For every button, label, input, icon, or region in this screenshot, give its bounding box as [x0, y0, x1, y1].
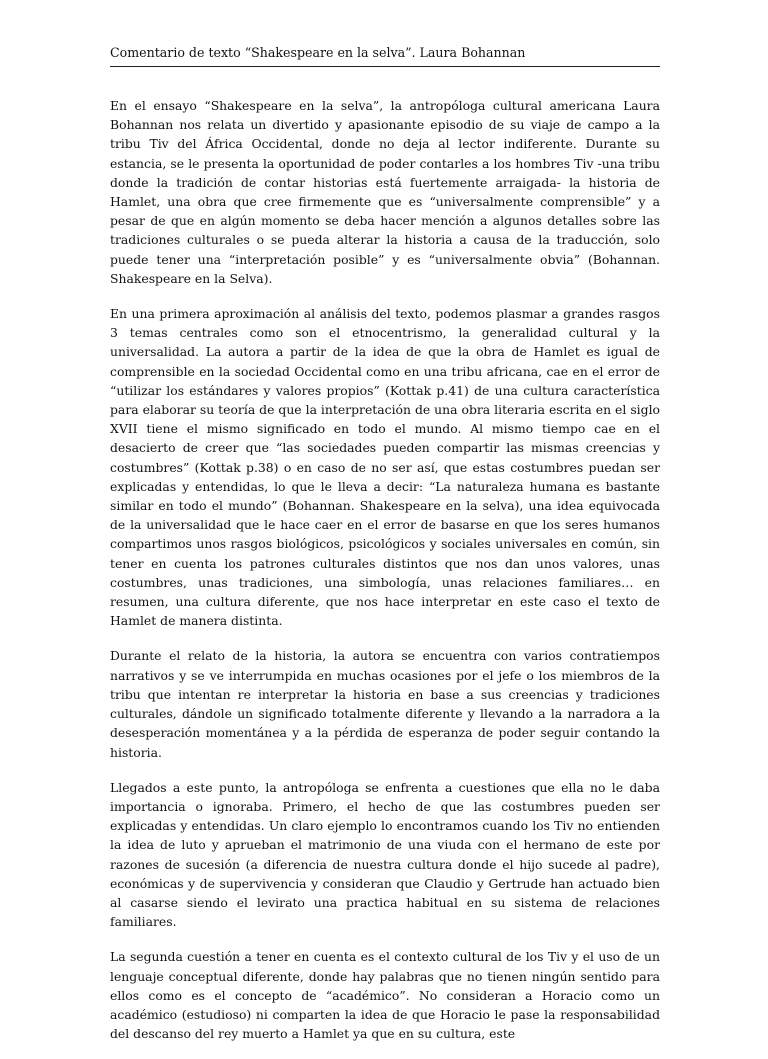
- paragraph-5: La segunda cuestión a tener en cuenta es el contexto cultural de los Tiv y el uso de un lenguaje conceptual diferente, donde hay palabras que no tienen ningún sentido para ellos como es el concepto de “académico”. No consideran a Horacio como un académico (estudioso) ni comparten la idea de que Horacio le pase la responsabilidad del descanso del rey muerto a Hamlet ya que en su cultura, este: [110, 949, 660, 1042]
- header-title: Comentario de texto “Shakespeare en la selva”. Laura Bohannan: [110, 45, 526, 60]
- paragraph-2: En una primera aproximación al análisis del texto, podemos plasmar a grandes rasgos 3 temas centrales como son el etnocentrismo, la generalidad cultural y la universalidad. La autora a partir de la idea de que la obra de Hamlet es igual de comprensible en la sociedad Occidental como en una tribu africana, cae en el error de “utilizar los estándares y valores propios” (Kottak p.41) de una cultura característica para elaborar su teoría de que la interpretación de una obra literaria escrita en el siglo XVII tiene el mismo significado en todo el mundo. Al mismo tiempo cae en el desacierto de creer que “las sociedades pueden compartir las mismas creencias y costumbres” (Kottak p.38) o en caso de no ser así, que estas costumbres puedan ser explicadas y entendidas, lo que le lleva a decir: “La naturaleza humana es bastante similar en todo el mundo” (Bohannan. Shakespeare en la selva), una idea equivocada de la universalidad que le hace caer en el error de basarse en que los seres humanos compartimos unos rasgos biológicos, psicológicos y sociales universales en común, sin tener en cuenta los patrones culturales distintos que nos dan unos valores, unas costumbres, unas tradiciones, una simbología, unas relaciones familiares… en resumen, una cultura diferente, que nos hace interpretar en este caso el texto de Hamlet de manera distinta.: [110, 306, 660, 629]
- paragraph-4: Llegados a este punto, la antropóloga se enfrenta a cuestiones que ella no le daba importancia o ignoraba. Primero, el hecho de que las costumbres pueden ser explicadas y entendidas. Un claro ejemplo lo encontramos cuando los Tiv no entienden la idea de luto y aprueban el matrimonio de una viuda con el hermano de este por razones de sucesión (a diferencia de nuestra cultura donde el hijo sucede al padre), económicas y de supervivencia y consideran que Claudio y Gertrude han actuado bien al casarse siendo el levirato una practica habitual en su sistema de relaciones familiares.: [110, 779, 660, 930]
- page-header: [110, 44, 660, 67]
- document-body: [110, 96, 660, 1059]
- paragraph-3: Durante el relato de la historia, la autora se encuentra con varios contratiempos narrativos y se ve interrumpida en muchas ocasiones por el jefe o los miembros de la tribu que intentan re interpretar la historia en base a sus creencias y tradiciones culturales, dándole un significado totalmente diferente y llevando a la narradora a la desesperación momentánea y a la pérdida de esperanza de poder seguir contando la historia.: [110, 648, 660, 760]
- paragraph-1: En el ensayo “Shakespeare en la selva”, la antropóloga cultural americana Laura Bohannan nos relata un divertido y apasionante episodio de su viaje de campo a la tribu Tiv del África Occidental, donde no deja al lector indiferente. Durante su estancia, se le presenta la oportunidad de poder contarles a los hombres Tiv -una tribu donde la tradición de contar historias está fuertemente arraigada- la historia de Hamlet, una obra que cree firmemente que es “universalmente comprensible” y a pesar de que en algún momento se deba hacer mención a algunos detalles sobre las tradiciones culturales o se pueda alterar la historia a causa de la traducción, solo puede tener una “interpretación posible” y es “universalmente obvia” (Bohannan. Shakespeare en la Selva).: [110, 98, 660, 286]
